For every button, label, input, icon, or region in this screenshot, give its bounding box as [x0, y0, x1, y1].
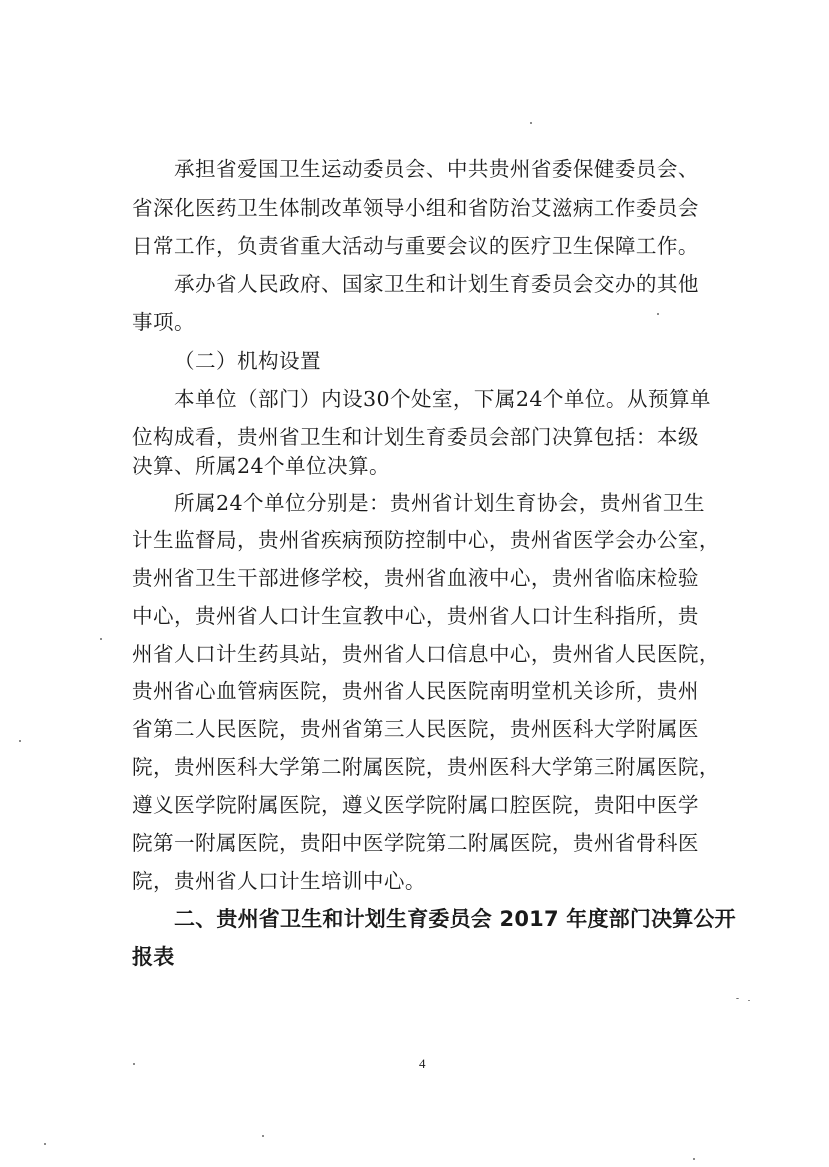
paragraph-line: 承办省人民政府、国家卫生和计划生育委员会交办的其他: [174, 272, 699, 296]
scan-speck: [736, 998, 739, 999]
paragraph-line: 计生监督局，贵州省疾病预防控制中心，贵州省医学会办公室，: [132, 528, 720, 552]
scan-speck: [693, 1158, 695, 1160]
scan-speck: [748, 1000, 750, 1001]
paragraph-line: 位构成看，贵州省卫生和计划生育委员会部门决算包括：本级: [132, 425, 699, 449]
scan-speck: [133, 1063, 135, 1065]
paragraph-line: 院，贵州医科大学第二附属医院，贵州医科大学第三附属医院，: [132, 755, 720, 779]
paragraph-line: 院第一附属医院，贵阳中医学院第二附属医院，贵州省骨科医: [132, 831, 699, 855]
page-number: 4: [419, 1056, 426, 1071]
scan-speck: [44, 1143, 46, 1145]
scan-speck: [100, 638, 102, 640]
paragraph-line: 贵州省心血管病医院，贵州省人民医院南明堂机关诊所，贵州: [132, 679, 699, 703]
scan-speck: [262, 1135, 264, 1137]
paragraph-line: 所属24个单位分别是：贵州省计划生育协会，贵州省卫生: [174, 491, 705, 515]
paragraph-line: 承担省爱国卫生运动委员会、中共贵州省委保健委员会、: [174, 157, 699, 181]
paragraph-line: 州省人口计生药具站，贵州省人口信息中心，贵州省人民医院，: [132, 642, 720, 666]
paragraph-line: 贵州省卫生干部进修学校，贵州省血液中心，贵州省临床检验: [132, 566, 699, 590]
scan-speck: [530, 122, 532, 124]
paragraph-line: 日常工作，负责省重大活动与重要会议的医疗卫生保障工作。: [132, 234, 699, 258]
paragraph-line: 本单位（部门）内设30个处室，下属24个单位。从预算单: [174, 387, 711, 411]
paragraph-line: 院，贵州省人口计生培训中心。: [132, 869, 426, 893]
paragraph-line: 决算、所属24个单位决算。: [132, 454, 390, 478]
section-heading: 二、贵州省卫生和计划生育委员会 2017 年度部门决算公开: [174, 907, 736, 931]
scan-speck: [657, 313, 659, 315]
scan-speck: [19, 740, 21, 742]
paragraph-line: 省深化医药卫生体制改革领导小组和省防治艾滋病工作委员会: [132, 196, 699, 220]
paragraph-line: 省第二人民医院，贵州省第三人民医院，贵州医科大学附属医: [132, 717, 699, 741]
paragraph-line: 事项。: [132, 310, 195, 334]
paragraph-line: 中心，贵州省人口计生宣教中心，贵州省人口计生科指所，贵: [132, 604, 699, 628]
section-heading: 报表: [132, 945, 175, 969]
section-subtitle: （二）机构设置: [174, 349, 321, 373]
paragraph-line: 遵义医学院附属医院，遵义医学院附属口腔医院，贵阳中医学: [132, 793, 699, 817]
